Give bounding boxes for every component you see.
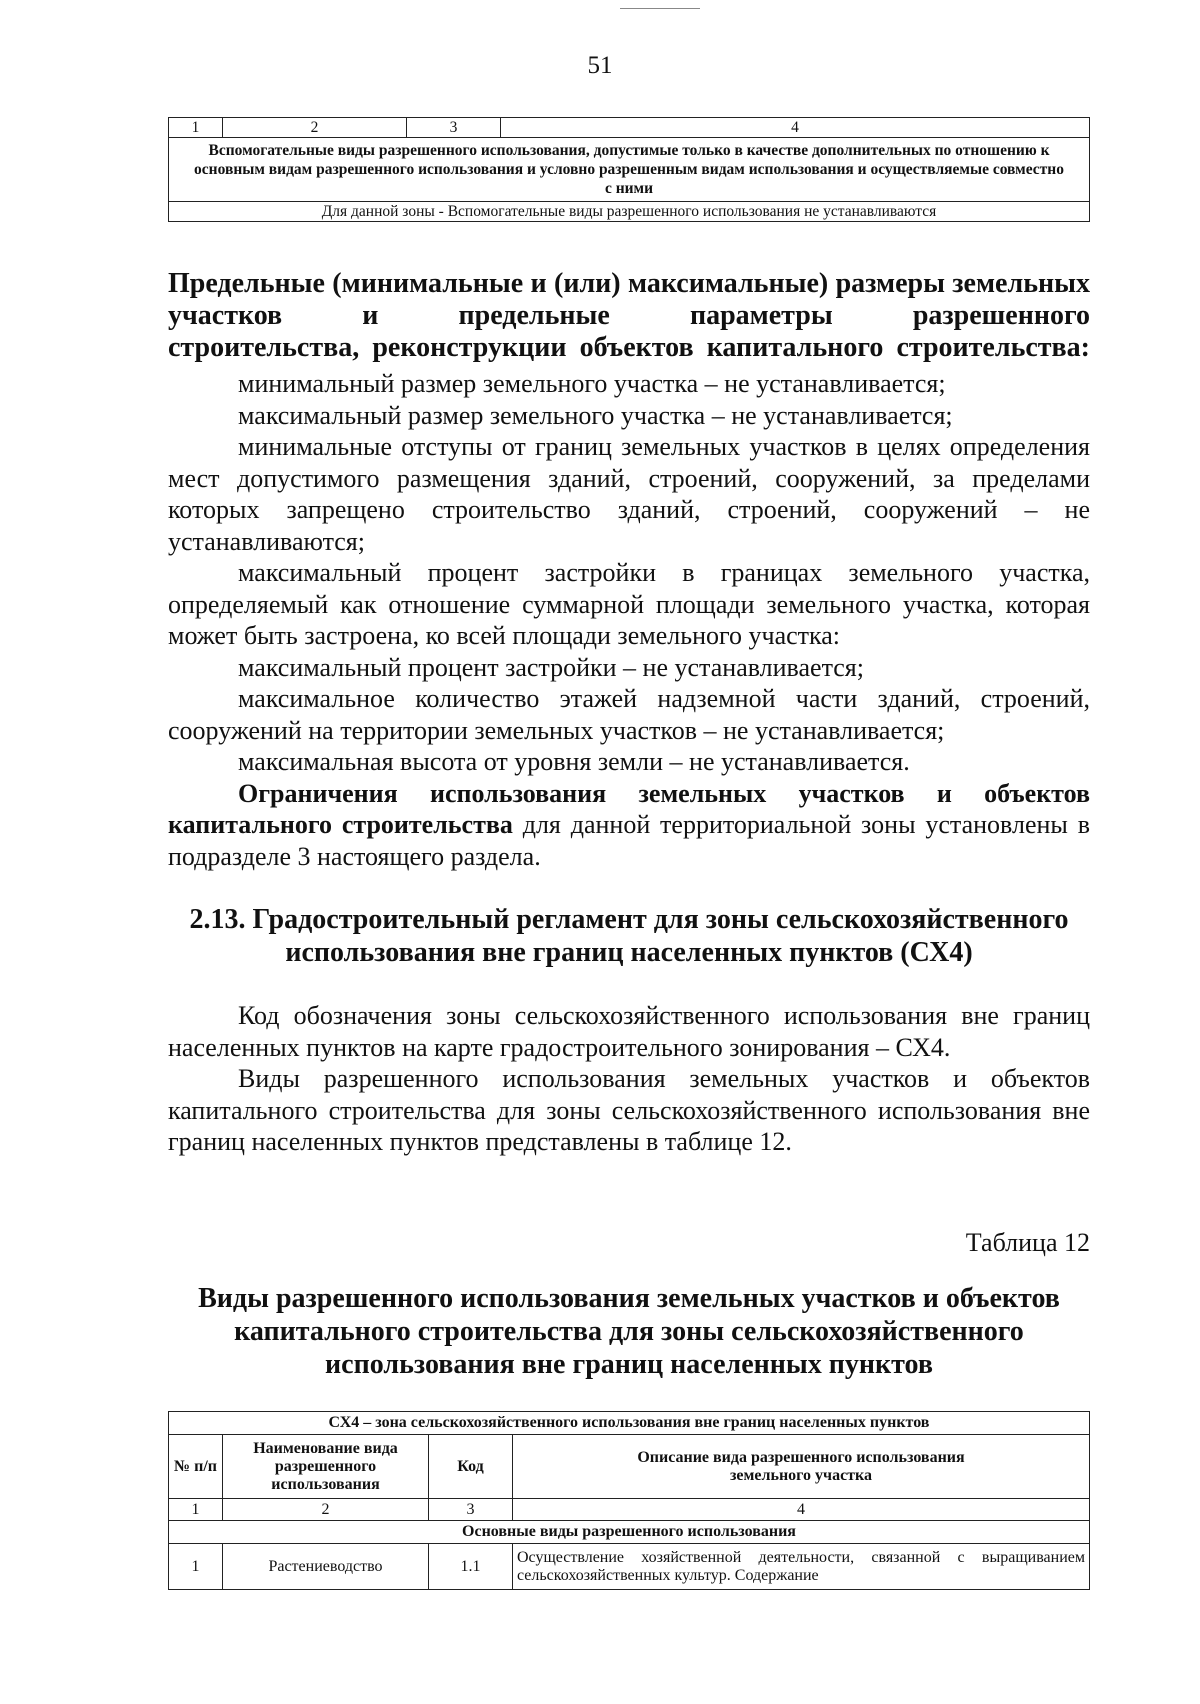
col-number: 2 <box>223 1499 429 1521</box>
aux-uses-note: Для данной зоны - Вспомогательные виды разрешенного использования не устанавливаются <box>169 202 1090 222</box>
zone-code-paragraph: Код обозначения зоны сельскохозяйственного использования вне границ населенных пунктов на карте градостроительного зонирования – СХ4. <box>168 1001 1090 1062</box>
limit-item: минимальные отступы от границ земельных участков в целях определения мест допустимого размещения зданий, строений, сооружений, за пределами которых запрещено строительство зданий, строений, сооружений – не устанавливаются; <box>168 432 1090 556</box>
header-name: Наименование вида разрешенного использования <box>223 1435 429 1499</box>
col-number: 3 <box>429 1499 513 1521</box>
col-number: 1 <box>169 118 223 138</box>
main-uses-section: Основные виды разрешенного использования <box>169 1521 1090 1544</box>
scan-artifact <box>620 8 700 9</box>
row-description: Осуществление хозяйственной деятельности, связанной с выращиванием сельскохозяйственных культур. Содержание <box>513 1544 1090 1590</box>
limit-item: максимальное количество этажей надземной части зданий, строений, сооружений на территории земельных участков – не устанавливается; <box>168 684 1090 745</box>
limits-heading-line2: строительства, реконструкции объектов капитального строительства: <box>168 332 1090 363</box>
restrictions-rest: для данной территориальной зоны установлены в подразделе 3 настоящего раздела. <box>168 810 1090 871</box>
limits-list <box>168 368 1090 872</box>
zone-header: СХ4 – зона сельскохозяйственного использования вне границ населенных пунктов <box>169 1412 1090 1435</box>
column-number-row <box>169 1499 1090 1521</box>
section-body <box>168 1000 1090 1158</box>
col-number: 4 <box>501 118 1090 138</box>
limits-heading-line1: Предельные (минимальные и (или) максимальные) размеры земельных участков и предельные параметры разрешенного <box>168 268 1090 331</box>
table-title-line2: капитального строительства для зоны сельскохозяйственного <box>234 1316 1024 1347</box>
row-num: 1 <box>169 1544 223 1590</box>
limit-item: максимальная высота от уровня земли – не устанавливается. <box>238 747 910 776</box>
continued-table <box>168 117 1090 222</box>
table-title <box>150 1282 1108 1381</box>
section-title-line1: 2.13. Градостроительный регламент для зоны сельскохозяйственного <box>189 904 1069 935</box>
col-number: 2 <box>223 118 407 138</box>
limit-item: максимальный процент застройки в границах земельного участка, определяемый как отношение суммарной площади земельного участка, которая может быть застроена, ко всей площади земельного участка: <box>168 558 1090 650</box>
limit-item: максимальный размер земельного участка – не устанавливается; <box>238 400 953 430</box>
section-title <box>150 903 1108 969</box>
restrictions-paragraph <box>168 778 1090 873</box>
restrictions-bold: Ограничения использования земельных участков и объектов капитального строительства <box>168 778 1090 839</box>
limit-item: минимальный размер земельного участка – не устанавливается; <box>238 369 946 398</box>
header-code: Код <box>429 1435 513 1499</box>
header-num: № п/п <box>169 1435 223 1499</box>
table-label: Таблица 12 <box>965 1228 1090 1257</box>
header-description: Описание вида разрешенного использования земельного участка <box>513 1435 1090 1499</box>
col-number: 1 <box>169 1499 223 1521</box>
limits-heading <box>168 268 1090 364</box>
row-code: 1.1 <box>429 1544 513 1590</box>
column-header-row <box>169 1435 1090 1499</box>
limit-item: максимальный процент застройки – не устанавливается; <box>238 652 864 682</box>
page-number: 51 <box>587 52 613 79</box>
table-row <box>169 1544 1090 1590</box>
section-title-line2: использования вне границ населенных пунктов (СХ4) <box>285 937 973 968</box>
col-number: 3 <box>407 118 501 138</box>
column-number-row <box>169 118 1090 138</box>
row-name: Растениеводство <box>223 1544 429 1590</box>
uses-intro-paragraph: Виды разрешенного использования земельных участков и объектов капитального строительства для зоны сельскохозяйственного использования вне границ населенных пунктов представлены в таблице 12. <box>168 1064 1090 1156</box>
table-title-line1: Виды разрешенного использования земельных участков и объектов <box>198 1283 1060 1314</box>
uses-table <box>168 1411 1090 1590</box>
table-title-line3: использования вне границ населенных пунктов <box>325 1349 933 1380</box>
col-number: 4 <box>513 1499 1090 1521</box>
aux-uses-header: Вспомогательные виды разрешенного использования, допустимые только в качестве дополнительных по отношению к основным видам разрешенного использования и условно разрешенным видам использования и осуществляемые совместно с ними <box>169 138 1090 202</box>
